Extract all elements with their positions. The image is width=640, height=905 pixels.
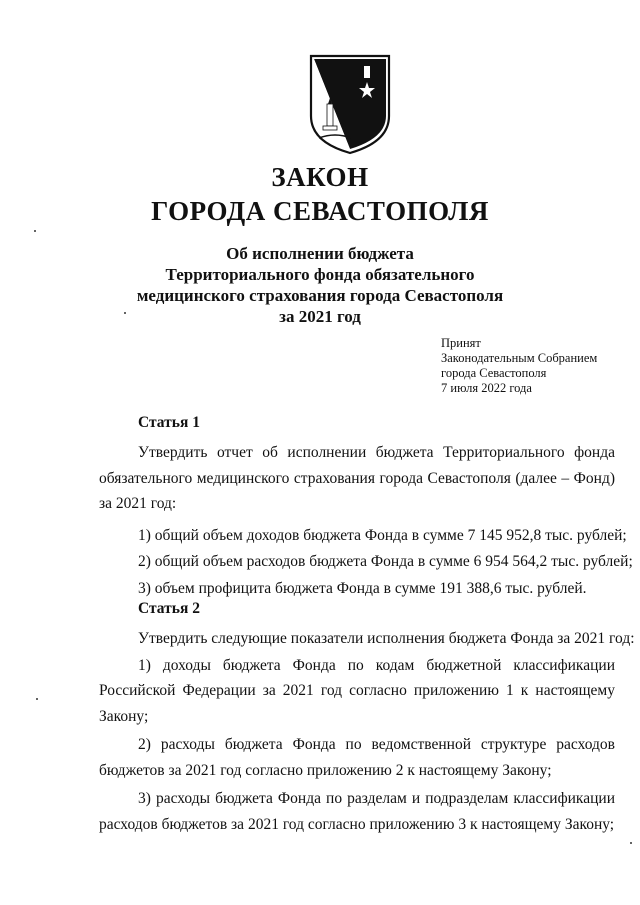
scan-speck [36, 698, 38, 700]
subtitle-line: Об исполнении бюджета [226, 244, 414, 263]
text-line: расходов бюджетов за 2021 год согласно приложению 3 к настоящему Закону; [99, 815, 615, 833]
list-item: 3) расходы бюджета Фонда по разделам и подразделам классификации [138, 790, 615, 807]
list-item: 1) доходы бюджета Фонда по кодам бюджетной классификации [138, 656, 615, 674]
scan-speck [34, 230, 36, 232]
text-line: Утвердить следующие показатели исполнения бюджета Фонда за 2021 год: [138, 630, 635, 647]
law-city-title: ГОРОДА СЕВАСТОПОЛЯ [151, 196, 489, 226]
list-item: 2) расходы бюджета Фонда по ведомственной структуре расходов [138, 736, 615, 753]
list-item: 2) общий объем расходов бюджета Фонда в сумме 6 954 564,2 тыс. рублей; [138, 553, 633, 570]
adoption-note [441, 336, 597, 396]
subtitle-line: Территориального фонда обязательного [165, 265, 475, 284]
subtitle-line: медицинского страхования города Севастополя [136, 286, 504, 305]
article-2-heading: Статья 2 [138, 600, 200, 617]
text-line: Утвердить отчет об исполнении бюджета Территориального фонда [138, 444, 615, 461]
text-line: обязательного медицинского страхования города Севастополя (далее – Фонд) [99, 469, 615, 487]
sevastopol-coat-of-arms-icon [305, 52, 395, 156]
text-line: Закону; [99, 707, 149, 725]
law-title: ЗАКОН [271, 162, 369, 192]
article-1-heading: Статья 1 [138, 414, 200, 431]
adoption-date: 7 июля 2022 года [441, 381, 532, 395]
article-2-body [99, 626, 635, 837]
adoption-line: Законодательным Собранием [441, 351, 598, 365]
scan-speck [124, 312, 126, 314]
adoption-line: Принят [441, 336, 481, 350]
article-1-body [99, 440, 633, 601]
adoption-line: города Севастополя [441, 366, 547, 380]
scan-speck [630, 842, 632, 844]
law-subtitle [0, 243, 640, 327]
list-item: 3) объем профицита бюджета Фонда в сумме 191 388,6 тыс. рублей. [138, 579, 587, 597]
text-line: Российской Федерации за 2021 год согласно приложению 1 к настоящему [99, 682, 615, 699]
list-item: 1) общий объем доходов бюджета Фонда в сумме 7 145 952,8 тыс. рублей; [138, 526, 627, 544]
text-line: за 2021 год: [99, 495, 177, 512]
subtitle-line: за 2021 год [279, 307, 361, 326]
text-line: бюджетов за 2021 год согласно приложению 2 к настоящему Закону; [99, 761, 552, 779]
